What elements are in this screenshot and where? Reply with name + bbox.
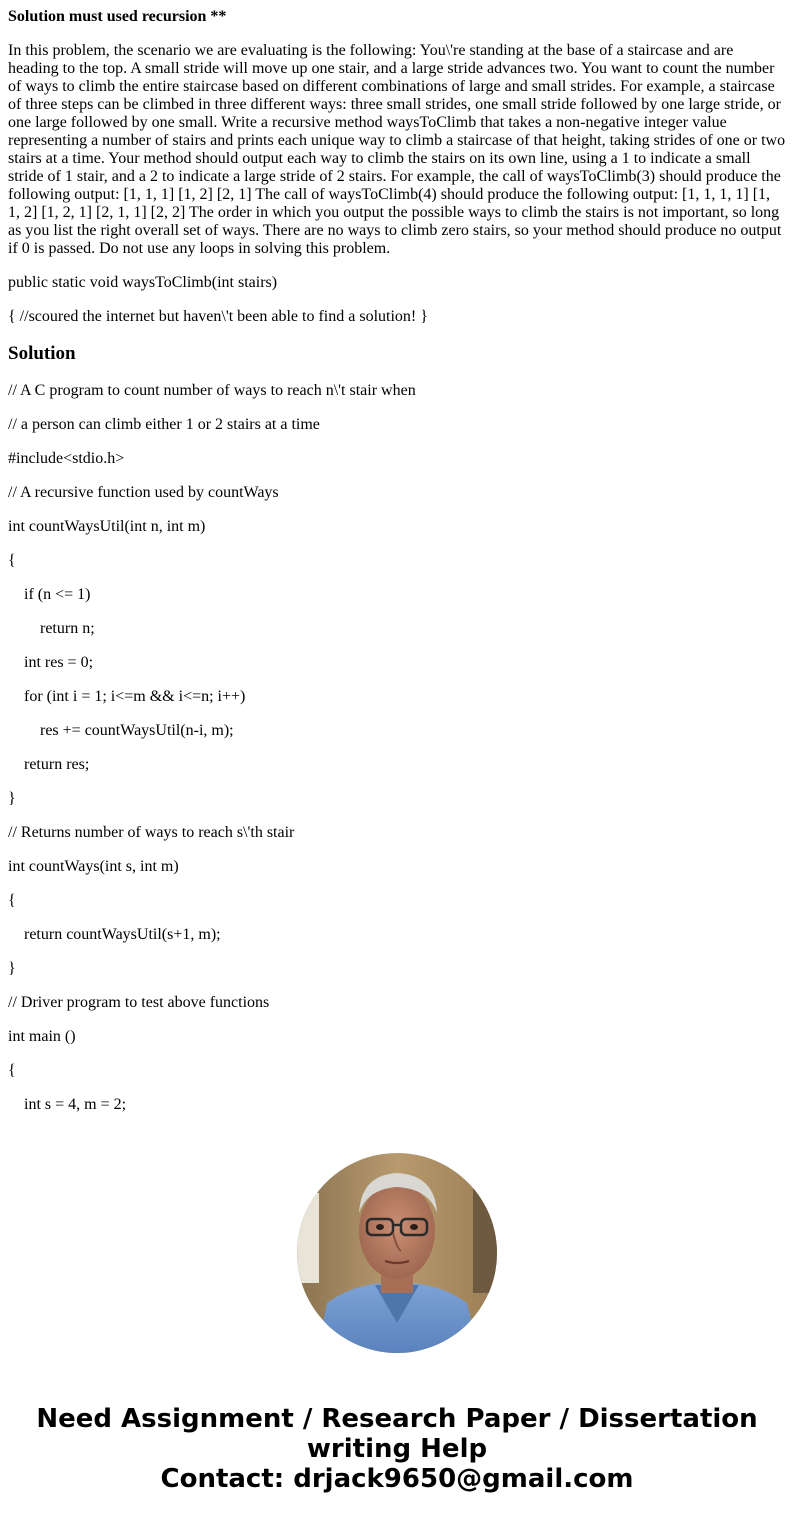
code-line: // A C program to count number of ways to reach n\'t stair when [8, 382, 416, 399]
solution-heading: Solution [8, 343, 76, 364]
footer-contact-line: Contact: drjack9650@gmail.com [160, 1464, 634, 1494]
question-title: Solution must used recursion ** [8, 8, 227, 25]
code-line: int countWaysUtil(int n, int m) [8, 518, 206, 535]
code-line: return res; [8, 756, 90, 773]
code-line: res += countWaysUtil(n-i, m); [8, 722, 234, 739]
code-line: int main () [8, 1028, 76, 1045]
code-line: } [8, 960, 16, 977]
code-line: // a person can climb either 1 or 2 stairs at a time [8, 416, 320, 433]
method-stub: { //scoured the internet but haven\'t been able to find a solution! } [8, 308, 428, 325]
footer-contact [0, 1404, 794, 1494]
code-line: int countWays(int s, int m) [8, 858, 179, 875]
footer-line-2: writing Help [306, 1434, 488, 1464]
code-line: { [8, 1062, 16, 1079]
footer-line-1: Need Assignment / Research Paper / Dissertation [36, 1404, 758, 1434]
code-line: int s = 4, m = 2; [8, 1096, 127, 1113]
method-signature: public static void waysToClimb(int stairs) [8, 274, 278, 291]
question-body: In this problem, the scenario we are evaluating is the following: You\'re standing at the base of a staircase and are heading to the top. A small stride will move up one stair, and a large stride advances two. You want to count the number of ways to climb the entire staircase based on different combinations of large and small strides. For example, a staircase of three steps can be climbed in three different ways: three small strides, one small stride followed by one large stride, or one large followed by one small. Write a recursive method waysToClimb that takes a non-negative integer value representing a number of stairs and prints each unique way to climb a staircase of that height, taking strides of one or two stairs at a time. Your method should output each way to climb the stairs on its own line, using a 1 to indicate a small stride of 1 stair, and a 2 to indicate a large stride of 2 stairs. For example, the call of waysToClimb(3) should produce the following output: [1, 1, 1] [1, 2] [2, 1] The call of waysToClimb(4) should produce the following output: [1, 1, 1, 1] [1, 1, 2] [1, 2, 1] [2, 1, 1] [2, 2] The order in which you output the possible ways to climb the stairs is not important, so long as you list the right overall set of ways. There are no ways to climb zero stairs, so your method should produce no output if 0 is passed. Do not use any loops in solving this problem. [8, 42, 786, 257]
person-portrait-icon [297, 1153, 497, 1353]
code-line: { [8, 892, 16, 909]
code-line: // Driver program to test above functions [8, 994, 270, 1011]
code-line: // A recursive function used by countWays [8, 484, 279, 501]
code-line: // Returns number of ways to reach s\'th stair [8, 824, 295, 841]
code-line: for (int i = 1; i<=m && i<=n; i++) [8, 688, 246, 705]
code-line: return countWaysUtil(s+1, m); [8, 926, 221, 943]
solution-code [8, 382, 786, 1114]
code-line: } [8, 790, 16, 807]
code-line: return n; [8, 620, 95, 637]
code-line: int res = 0; [8, 654, 94, 671]
code-line: { [8, 552, 16, 569]
code-line: if (n <= 1) [8, 586, 91, 603]
code-line: #include<stdio.h> [8, 450, 125, 467]
author-avatar [297, 1153, 497, 1353]
